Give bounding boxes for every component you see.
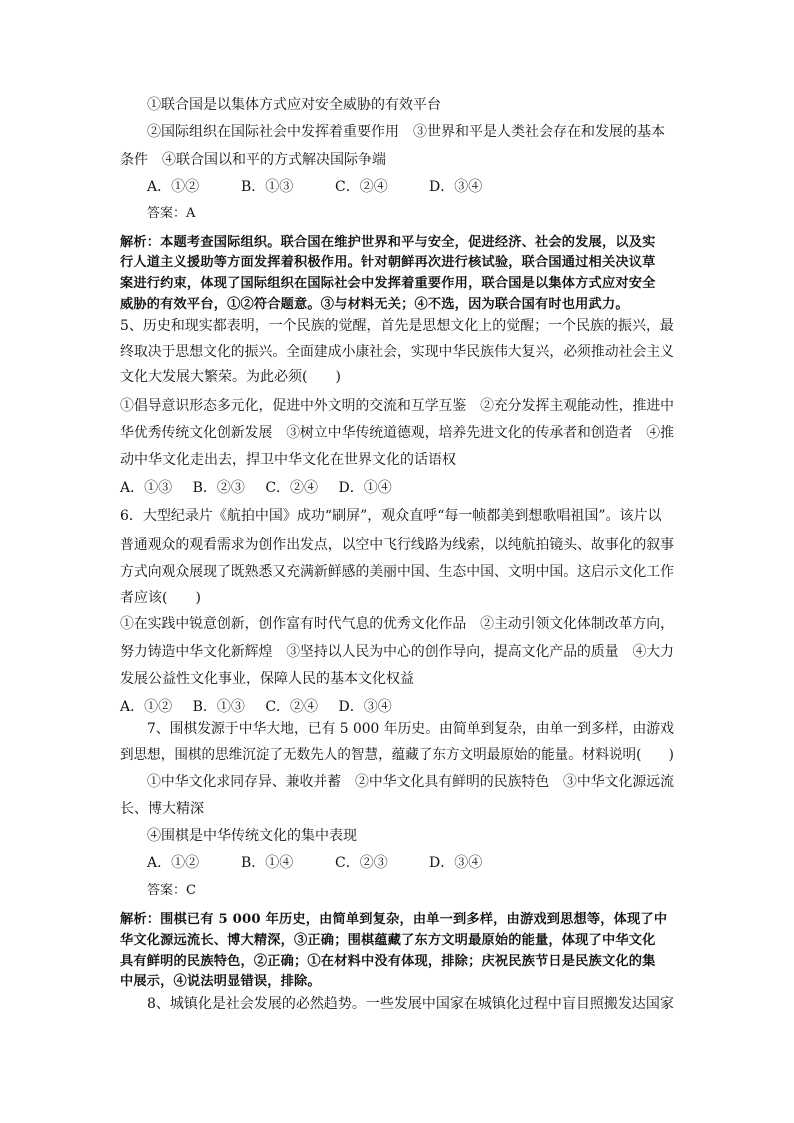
q7-answer: 答案：C: [147, 883, 196, 898]
q8-stem-line: 8、城镇化是社会发展的必然趋势。一些发展中国家在城镇化过程中盲目照搬发达国家: [147, 996, 674, 1012]
q5-stem-line: 5、历史和现实都表明，一个民族的觉醒，首先是思想文化上的觉醒；一个民族的振兴，最: [120, 318, 674, 334]
q5-stem-line: 终取决于思想文化的振兴。全面建成小康社会，实现中华民族伟大复兴，必须推动社会主义: [120, 344, 675, 360]
q7-stem-line: 7、围棋发源于中华大地，已有 5 000 年历史。由简单到复杂，由单一到多样，由游戏: [147, 721, 674, 737]
q7-analysis-line: 中展示，④说法明显错误，排除。: [120, 974, 321, 989]
q4-statement-2: ②国际组织在国际社会中发挥着重要作用 ③世界和平是人类社会存在和发展的基本: [147, 124, 665, 140]
q4-option-d: D．③④: [429, 179, 483, 195]
q7-options: [147, 853, 523, 873]
q7-stem-line: 到思想，围棋的思维沉淀了无数先人的智慧，蕴藏了东方文明最原始的能量。材料说明( ): [120, 747, 674, 763]
q4-options: [147, 177, 523, 197]
q7-analysis-line: 解析：围棋已有 5 000 年历史，由简单到复杂，由单一到多样，由游戏到思想等，体现了中: [120, 912, 668, 927]
q4-analysis-line: 解析：本题考查国际组织。联合国在维护世界和平与安全，促进经济、社会的发展，以及实: [120, 235, 656, 250]
q7-statement-line: ④围棋是中华传统文化的集中表现: [147, 828, 357, 844]
q6-stem-line: 方式向观众展现了既熟悉又充满新鲜感的美丽中国、生态中国、文明中国。这启示文化工作: [120, 564, 675, 580]
q4-analysis-line: 行人道主义援助等方面发挥着积极作用。针对朝鲜再次进行核试验，联合国通过相关决议草: [120, 255, 656, 270]
q7-analysis-line: 华文化源远流长、博大精深，③正确；围棋蕴藏了东方文明最原始的能量，体现了中华文化: [120, 933, 656, 948]
q7-statement-line: ①中华文化求同存异、兼收并蓄 ②中华文化具有鲜明的民族特色 ③中华文化源远流: [147, 774, 674, 790]
q7-analysis-line: 具有鲜明的民族特色，②正确；①在材料中没有体现，排除；庆祝民族节日是民族文化的集: [120, 954, 656, 969]
q6-option-c: C．②④: [265, 699, 319, 715]
q4-statement-3: 条件 ④联合国以和平的方式解决国际争端: [120, 152, 386, 168]
q6-option-d: D．③④: [338, 699, 392, 715]
q4-answer: 答案：A: [147, 206, 196, 221]
q4-analysis-line: 威胁的有效平台，①②符合题意。③与材料无关；④不选，因为联合国有时也用武力。: [120, 297, 629, 312]
q6-statement-line: ①在实践中锐意创新，创作富有时代气息的优秀文化作品 ②主动引领文化体制改革方向，: [120, 616, 675, 632]
q6-options: [120, 697, 408, 717]
q5-statement-line: 动中华文化走出去，捍卫中华文化在世界文化的话语权: [120, 452, 456, 468]
q6-statement-line: 努力铸造中华文化新辉煌 ③坚持以人民为中心的创作导向，提高文化产品的质量 ④大力: [120, 644, 675, 660]
q7-option-d: D．③④: [429, 855, 483, 871]
q5-options: [120, 478, 408, 498]
q5-option-a: A．①③: [120, 480, 173, 496]
q6-stem-line: 普通观众的观看需求为创作出发点，以空中飞行线路为线索，以纯航拍镜头、故事化的叙事: [120, 537, 675, 553]
q5-statement-line: 华优秀传统文化创新发展 ③树立中华传统道德观，培养先进文化的传承者和创造者 ④推: [120, 425, 675, 441]
q5-option-d: D．①④: [338, 480, 392, 496]
q6-option-b: B．①③: [192, 699, 245, 715]
q6-option-a: A．①②: [120, 699, 173, 715]
q4-option-b: B．①③: [241, 179, 294, 195]
q7-option-b: B．①④: [241, 855, 294, 871]
q4-statement-1: ①联合国是以集体方式应对安全威胁的有效平台: [147, 97, 441, 113]
q6-stem-line: 者应该( ): [120, 590, 201, 606]
q4-option-c: C．②④: [335, 179, 388, 195]
q5-statement-line: ①倡导意识形态多元化，促进中外文明的交流和互学互鉴 ②充分发挥主观能动性，推进中: [120, 398, 675, 414]
q7-option-c: C．②③: [335, 855, 388, 871]
q5-option-c: C．②④: [265, 480, 319, 496]
q4-analysis-line: 案进行约束，体现了国际组织在国际社会中发挥着重要作用，联合国是以集体方式应对安全: [120, 276, 656, 291]
q6-stem-line: 6．大型纪录片《航拍中国》成功“刷屏”，观众直呼“每一帧都美到想歌唱祖国”。该片以: [120, 508, 662, 524]
q6-statement-line: 发展公益性文化事业，保障人民的基本文化权益: [120, 671, 414, 687]
q4-option-a: A．①②: [147, 179, 200, 195]
q5-stem-line: 文化大发展大繁荣。为此必须( ): [120, 369, 341, 385]
q5-option-b: B．②③: [192, 480, 245, 496]
q7-option-a: A．①②: [147, 855, 200, 871]
q7-statement-line: 长、博大精深: [120, 801, 204, 817]
